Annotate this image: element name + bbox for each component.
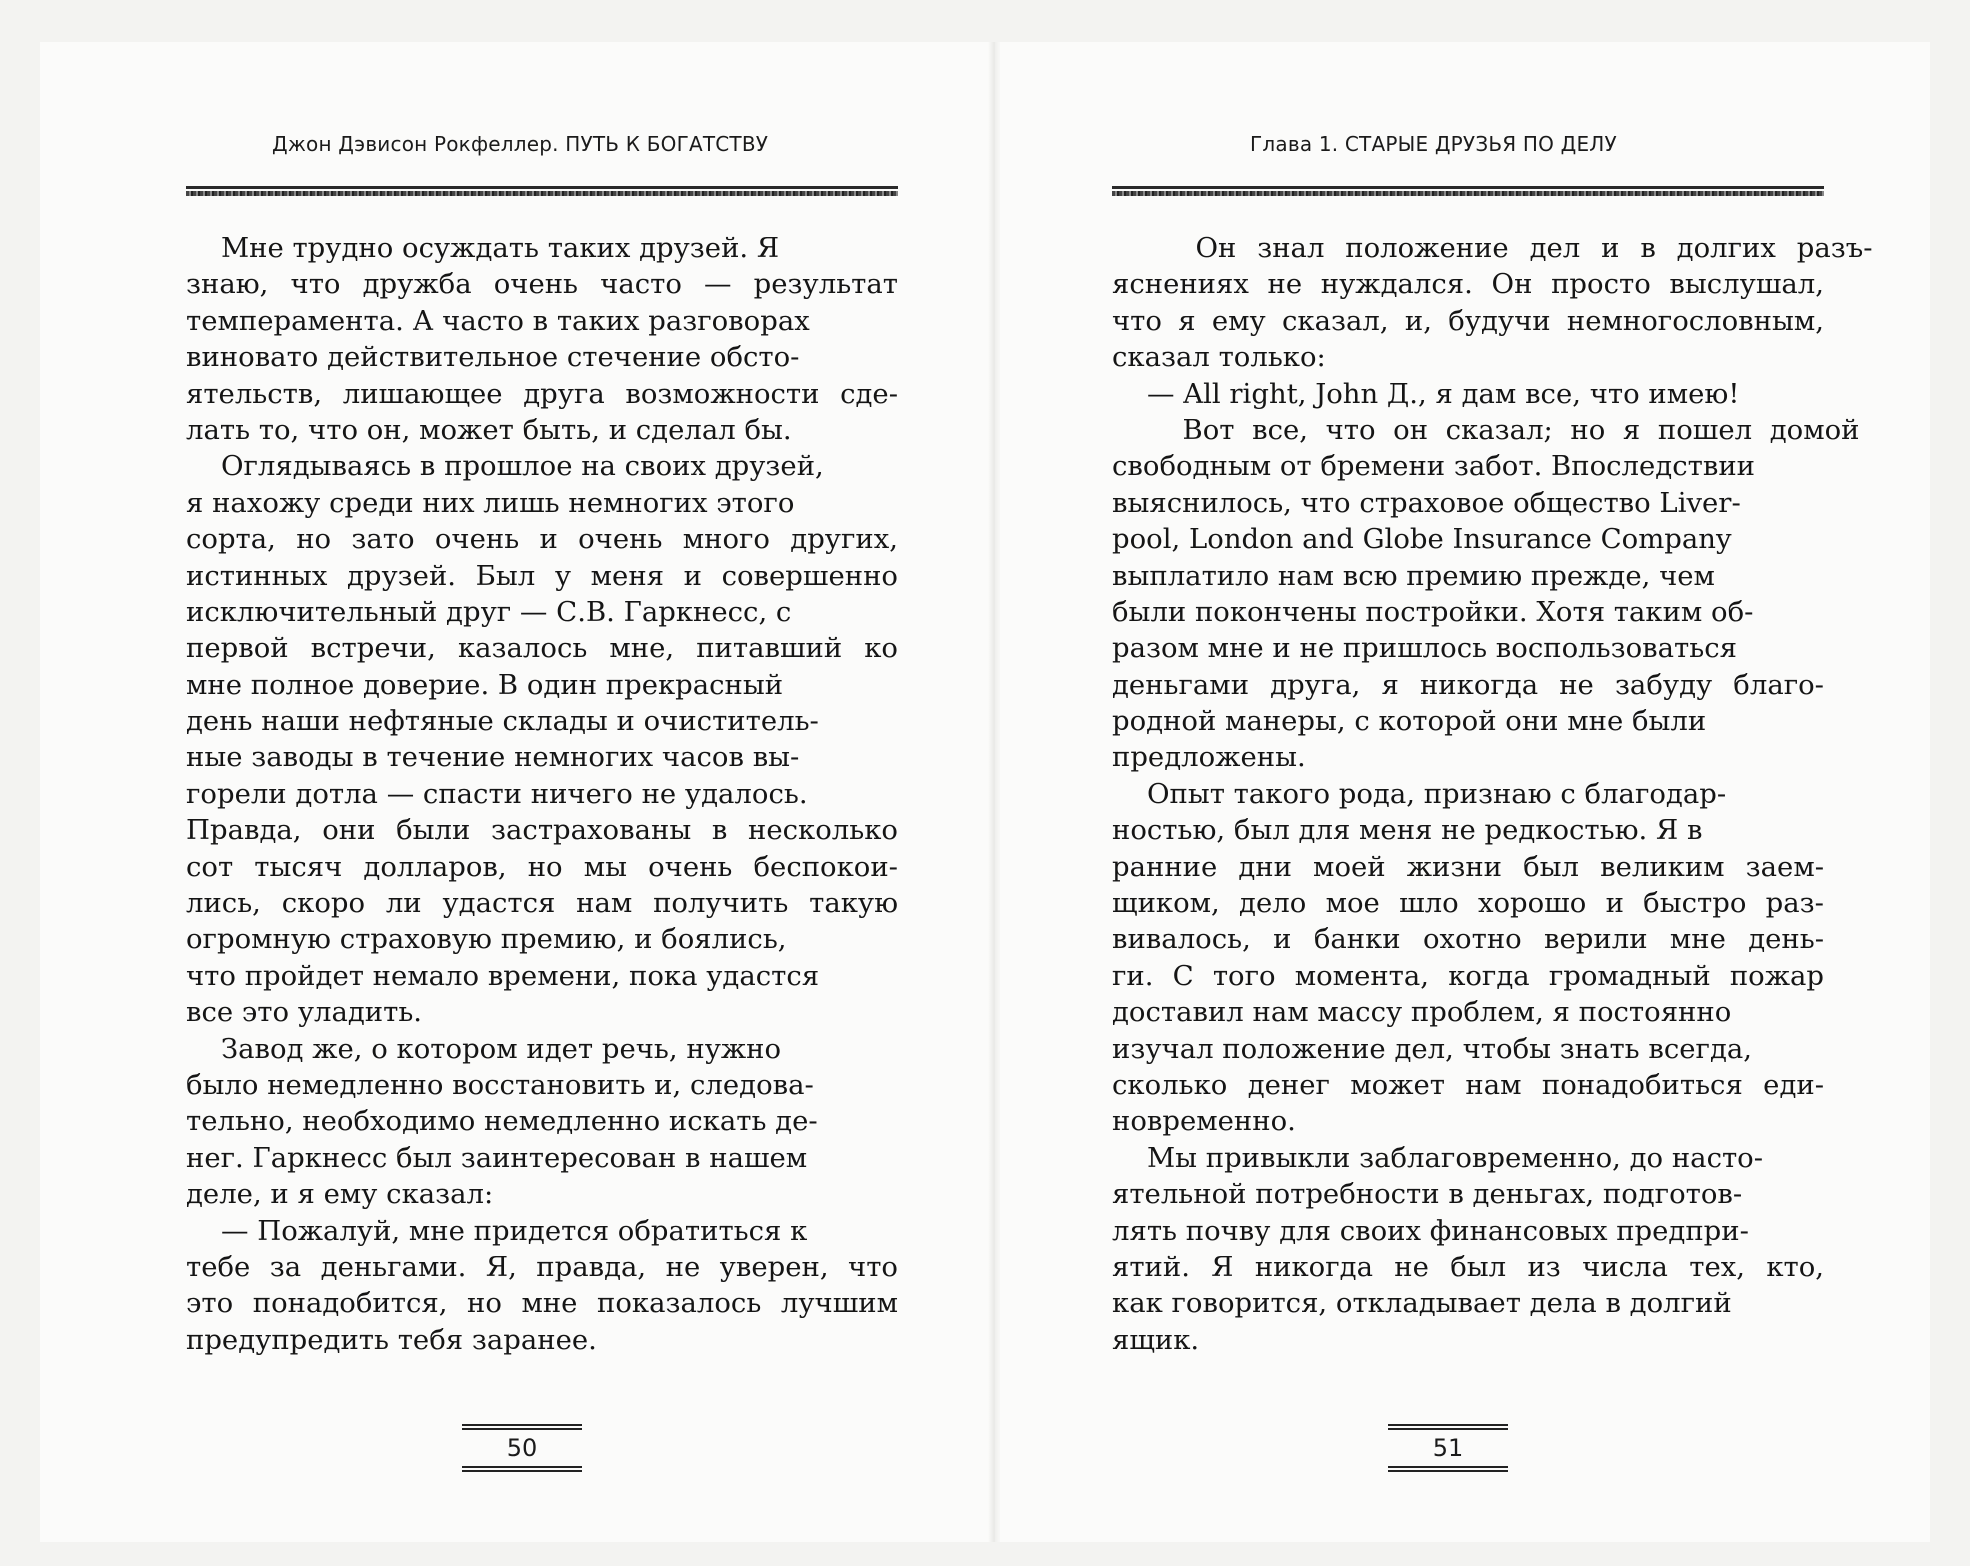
left-text-line: ятельств, лишающее друга возможности сде-: [186, 377, 898, 410]
right-text-line: как говорится, откладывает дела в долгий: [1112, 1287, 1732, 1320]
left-text-line: знаю, что дружба очень часто — результат: [186, 268, 898, 301]
right-text-line: лять почву для своих финансовых предпри-: [1112, 1214, 1749, 1247]
right-header-rule: [1112, 186, 1824, 196]
right-text-line: новременно.: [1112, 1105, 1296, 1138]
right-text-line: Опыт такого рода, признаю с благодар-: [1112, 777, 1727, 810]
right-text-line: Вот все, что он сказал; но я пошел домой: [1112, 413, 1860, 446]
right-text-line: ящик.: [1112, 1323, 1200, 1356]
right-text-line: ятий. Я никогда не был из числа тех, кто,: [1112, 1250, 1825, 1283]
left-text-line: Оглядываясь в прошлое на своих друзей,: [186, 450, 824, 483]
left-text-line: предупредить тебя заранее.: [186, 1323, 597, 1356]
left-text-line: исключительный друг — С.В. Гаркнесс, с: [186, 595, 792, 628]
left-text-line: огромную страховую премию, и боялись,: [186, 923, 787, 956]
right-text-line: ятельной потребности в деньгах, подготов-: [1112, 1178, 1743, 1211]
left-text-line: тельно, необходимо немедленно искать де-: [186, 1105, 818, 1138]
right-text-line: ностью, был для меня не редкостью. Я в: [1112, 814, 1703, 847]
left-page-number: 50: [506, 1434, 538, 1462]
left-text-line: Правда, они были застрахованы в несколько: [186, 814, 898, 847]
left-text-line: Мне трудно осуждать таких друзей. Я: [186, 232, 780, 264]
left-text-line: нег. Гаркнесс был заинтересован в нашем: [186, 1141, 808, 1174]
left-text-line: темперамента. А часто в таких разговорах: [186, 304, 810, 337]
left-text-line: ные заводы в течение немногих часов вы-: [186, 741, 800, 774]
left-text-line: — Пожалуй, мне придется обратиться к: [186, 1214, 808, 1247]
right-page-number: 51: [1432, 1434, 1464, 1462]
right-text-line: ранние дни моей жизни был великим заем-: [1112, 850, 1825, 883]
right-text-line: предложены.: [1112, 741, 1306, 774]
right-text-line: выяснилось, что страховое общество Liver-: [1112, 486, 1741, 519]
right-text-line: разом мне и не пришлось воспользоваться: [1112, 632, 1737, 665]
right-text-line: ги. С того момента, когда громадный пожар: [1112, 959, 1825, 992]
right-text-line: щиком, дело мое шло хорошо и быстро раз-: [1112, 887, 1824, 920]
right-text-line: яснениях не нуждался. Он просто выслушал,: [1112, 268, 1825, 301]
left-text-line: первой встречи, казалось мне, питавший ко: [186, 632, 898, 665]
right-text-line: — All right, John Д., я дам все, что имею!: [1112, 377, 1740, 410]
left-text-line: истинных друзей. Был у меня и совершенно: [186, 559, 898, 592]
right-text-line: Он знал положение дел и в долгих разъ-: [1112, 232, 1873, 264]
left-text-line: горели дотла — спасти ничего не удалось.: [186, 777, 808, 810]
left-text-line: виновато действительное стечение обсто-: [186, 341, 800, 374]
left-text-line: сот тысяч долларов, но мы очень беспокои-: [186, 850, 898, 883]
left-text-line: деле, и я ему сказал:: [186, 1178, 494, 1211]
right-text-line: свободным от бремени забот. Впоследствии: [1112, 450, 1755, 483]
right-folio: [1388, 1424, 1508, 1484]
left-text-line: лать то, что он, может быть, и сделал бы.: [186, 413, 792, 446]
left-text-line: сорта, но зато очень и очень много других,: [186, 523, 898, 556]
right-body-text: [1112, 230, 1873, 1358]
right-page: [1000, 42, 1930, 1542]
left-text-line: все это уладить.: [186, 996, 423, 1029]
right-text-line: изучал положение дел, чтобы знать всегда,: [1112, 1032, 1753, 1065]
left-header-rule: [186, 186, 898, 196]
left-folio-rule-bottom: [462, 1466, 582, 1472]
right-text-line: вивалось, и банки охотно верили мне день-: [1112, 923, 1825, 956]
right-text-line: были покончены постройки. Хотя таким об-: [1112, 595, 1754, 628]
left-text-line: Завод же, о котором идет речь, нужно: [186, 1032, 782, 1065]
right-text-line: pool, London and Globe Insurance Company: [1112, 523, 1732, 556]
left-text-line: день наши нефтяные склады и очиститель-: [186, 705, 819, 738]
left-running-head: Джон Дэвисон Рокфеллер. ПУТЬ К БОГАТСТВУ: [272, 132, 769, 156]
left-body-text: [186, 230, 898, 1358]
right-text-line: Мы привыкли заблаговременно, до насто-: [1112, 1141, 1764, 1174]
left-text-line: лись, скоро ли удастся нам получить такую: [186, 887, 899, 920]
right-folio-rule-bottom: [1388, 1466, 1508, 1472]
left-text-line: было немедленно восстановить и, следова-: [186, 1068, 814, 1101]
right-text-line: выплатило нам всю премию прежде, чем: [1112, 559, 1715, 592]
right-text-line: родной манеры, с которой они мне были: [1112, 705, 1707, 738]
left-folio-rule-top: [462, 1424, 582, 1430]
right-text-line: доставил нам массу проблем, я постоянно: [1112, 996, 1732, 1029]
right-running-head: Глава 1. СТАРЫЕ ДРУЗЬЯ ПО ДЕЛУ: [1250, 132, 1617, 156]
left-text-line: что пройдет немало времени, пока удастся: [186, 959, 820, 992]
right-text-line: сказал только:: [1112, 341, 1326, 374]
left-text-line: я нахожу среди них лишь немногих этого: [186, 486, 795, 519]
left-page: [40, 42, 990, 1542]
left-text-line: тебе за деньгами. Я, правда, не уверен, что: [186, 1250, 898, 1283]
left-text-line: это понадобится, но мне показалось лучшим: [186, 1287, 898, 1320]
left-folio: [462, 1424, 582, 1484]
left-text-line: мне полное доверие. В один прекрасный: [186, 668, 784, 701]
right-text-line: что я ему сказал, и, будучи немногословным,: [1112, 304, 1825, 337]
right-text-line: сколько денег может нам понадобиться еди-: [1112, 1068, 1825, 1101]
right-text-line: деньгами друга, я никогда не забуду благо-: [1112, 668, 1824, 701]
right-folio-rule-top: [1388, 1424, 1508, 1430]
